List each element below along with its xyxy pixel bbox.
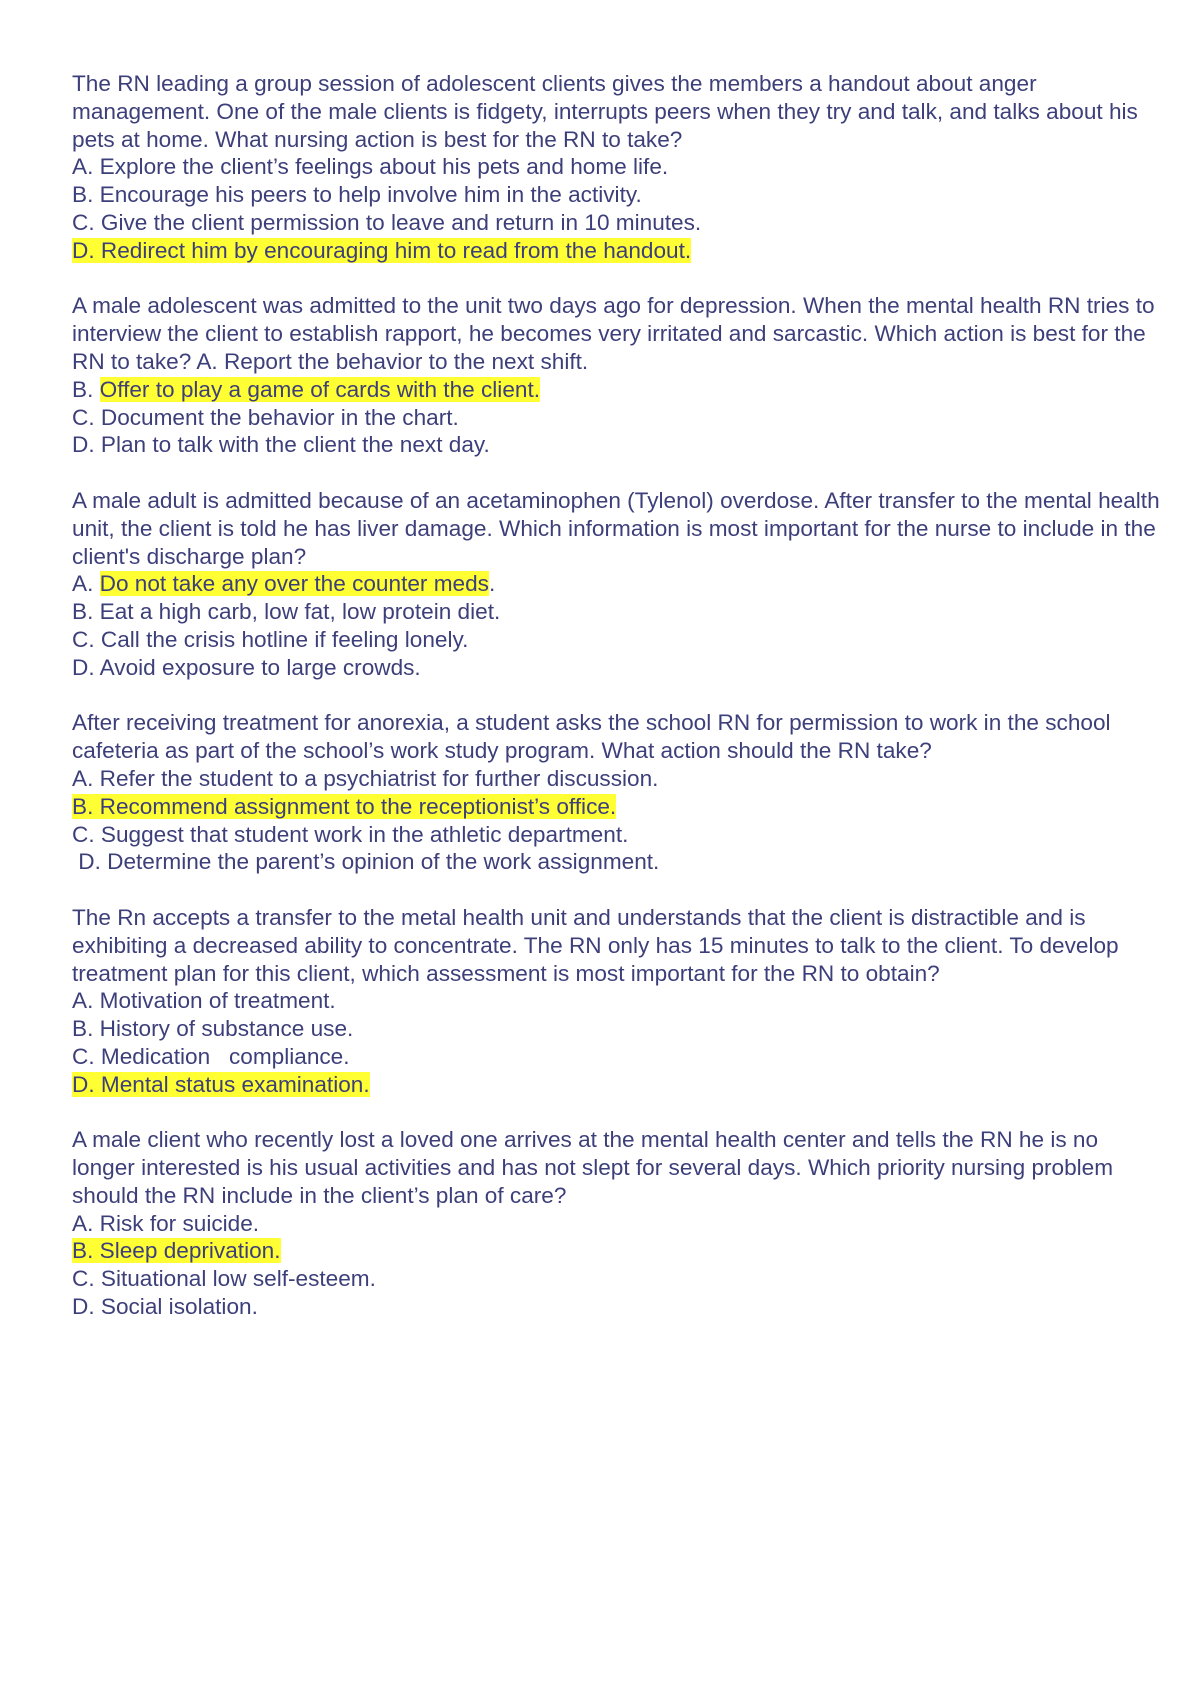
- answer-option-c: [72, 404, 1162, 432]
- answer-option-b: [72, 598, 1162, 626]
- answer-option-c: [72, 1265, 1162, 1293]
- option-text: D. Determine the parent’s opinion of the work assignment.: [72, 849, 660, 875]
- answer-option-b: [72, 1015, 1162, 1043]
- option-text: A. Refer the student to a psychiatrist for further discussion.: [72, 765, 659, 791]
- option-text: D. Plan to talk with the client the next day.: [72, 432, 490, 458]
- answer-option-a: [72, 987, 1162, 1015]
- option-text: A.: [72, 571, 100, 597]
- answer-option-c: [72, 209, 1162, 237]
- answer-option-a: [72, 765, 1162, 793]
- answer-option-d: [72, 237, 1162, 265]
- option-text: B. Encourage his peers to help involve him in the activity.: [72, 182, 642, 208]
- option-text: C. Document the behavior in the chart.: [72, 404, 459, 430]
- question-5: [72, 904, 1162, 1099]
- answer-option-a: [72, 153, 1162, 181]
- option-text: C. Call the crisis hotline if feeling lonely.: [72, 626, 469, 652]
- highlighted-answer: Do not take any over the counter meds: [99, 571, 489, 597]
- question-2: [72, 292, 1162, 459]
- question-stem: A male adolescent was admitted to the unit two days ago for depression. When the mental health RN tries to interview the client to establish rapport, he becomes very irritated and sarcastic. Which action is best for the RN to take? A. Report the behavior to the next shift.: [72, 293, 1161, 374]
- question-stem: A male client who recently lost a loved one arrives at the mental health center and tells the RN he is no longer interested is his usual activities and has not slept for several days. Which priority nursing problem should the RN include in the client’s plan of care?: [72, 1127, 1120, 1208]
- answer-option-c: [72, 626, 1162, 654]
- answer-option-a: [72, 1210, 1162, 1238]
- question-stem: A male adult is admitted because of an acetaminophen (Tylenol) overdose. After transfer to the mental health unit, the client is told he has liver damage. Which information is most important for the nurse to include in the client's discharge plan?: [72, 487, 1166, 569]
- option-text: C. Situational low self-esteem.: [72, 1266, 376, 1292]
- answer-option-a: [72, 570, 1162, 598]
- answer-option-d: [72, 848, 1162, 876]
- question-stem: After receiving treatment for anorexia, a student asks the school RN for permission to work in the school cafeteria as part of the school’s work study program. What action should the RN take?: [72, 710, 1117, 764]
- option-text: A. Motivation of treatment.: [72, 988, 336, 1014]
- question-1: [72, 70, 1162, 265]
- answer-option-c: [72, 1043, 1162, 1071]
- question-stem: The RN leading a group session of adolescent clients gives the members a handout about anger management. One of the male clients is fidgety, interrupts peers when they try and talk, and talks about his pets at home. What nursing action is best for the RN to take?: [72, 71, 1145, 152]
- highlighted-answer: D. Mental status examination.: [72, 1071, 370, 1097]
- option-text: B. History of substance use.: [72, 1016, 354, 1042]
- highlighted-answer: B. Sleep deprivation.: [72, 1238, 281, 1264]
- highlighted-answer: Offer to play a game of cards with the client.: [99, 376, 541, 402]
- answer-option-d: [72, 1293, 1162, 1321]
- option-suffix: .: [488, 571, 496, 597]
- answer-option-b: [72, 1237, 1162, 1265]
- answer-option-b: [72, 181, 1162, 209]
- option-text: B. Eat a high carb, low fat, low protein diet.: [72, 599, 501, 625]
- option-text: C. Give the client permission to leave and return in 10 minutes.: [72, 209, 702, 235]
- answer-option-d: [72, 654, 1162, 682]
- answer-option-b: [72, 793, 1162, 821]
- highlighted-answer: B. Recommend assignment to the receptionist’s office.: [72, 793, 617, 819]
- question-3: [72, 487, 1166, 682]
- option-text: C. Suggest that student work in the athletic department.: [72, 821, 629, 847]
- question-4: [72, 709, 1162, 876]
- option-text: D. Avoid exposure to large crowds.: [72, 654, 421, 680]
- answer-option-c: [72, 821, 1162, 849]
- option-text: C. Medication compliance.: [72, 1043, 350, 1069]
- question-stem: The Rn accepts a transfer to the metal health unit and understands that the client is distractible and is exhibiting a decreased ability to concentrate. The RN only has 15 minutes to talk to the client. To develop treatment plan for this client, which assessment is most important for the RN to obtain?: [72, 904, 1125, 986]
- document-page: [72, 70, 1166, 1349]
- answer-option-d: [72, 1071, 1162, 1099]
- highlighted-answer: D. Redirect him by encouraging him to read from the handout.: [72, 237, 692, 263]
- answer-option-d: [72, 431, 1162, 459]
- option-text: A. Risk for suicide.: [72, 1210, 260, 1236]
- option-text: A. Explore the client’s feelings about his pets and home life.: [72, 154, 669, 180]
- option-text: B.: [72, 376, 100, 402]
- question-6: [72, 1126, 1162, 1321]
- answer-option-b: [72, 376, 1162, 404]
- option-text: D. Social isolation.: [72, 1294, 258, 1320]
